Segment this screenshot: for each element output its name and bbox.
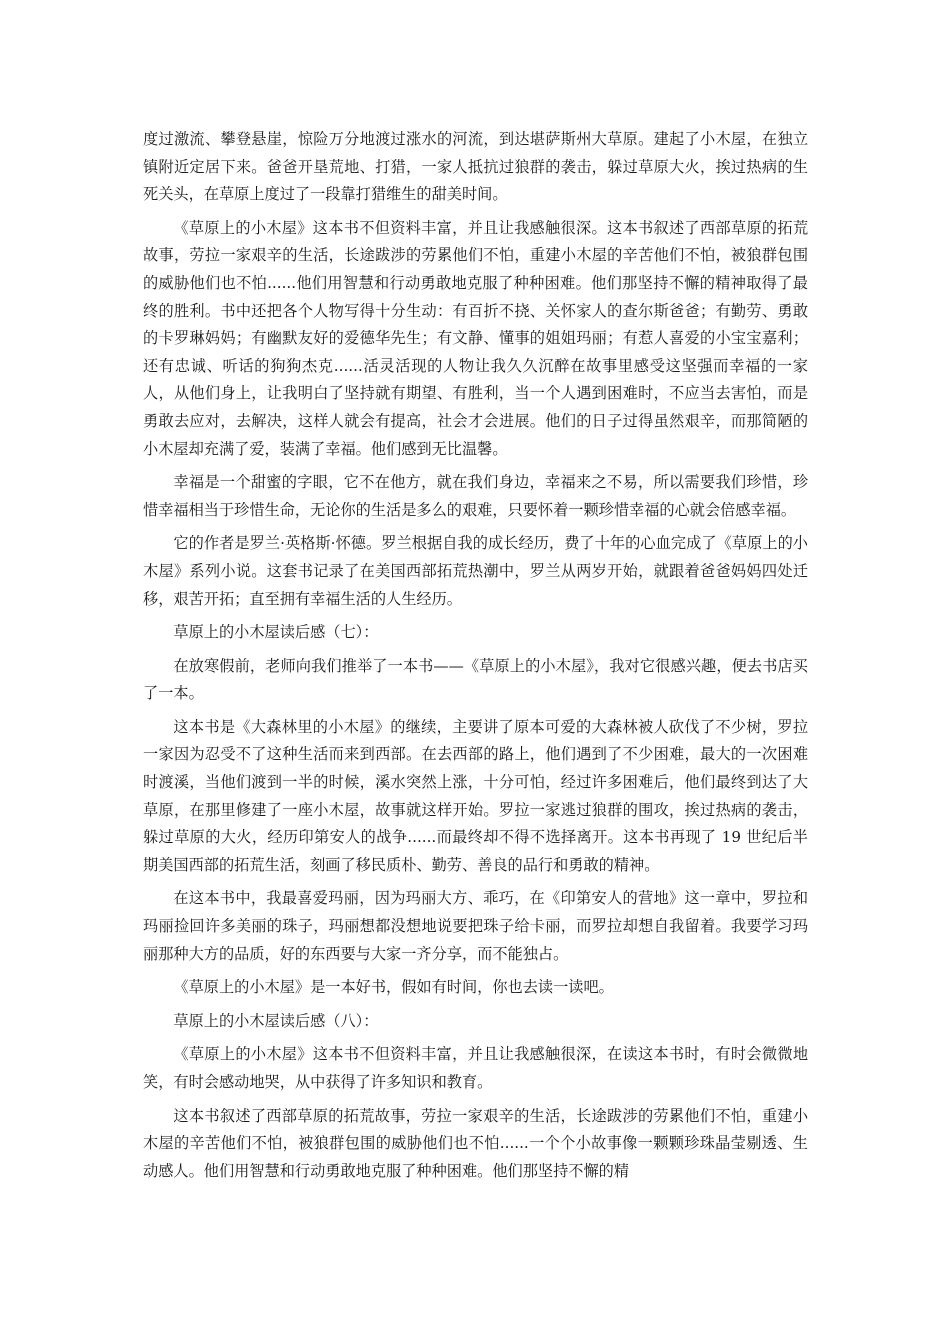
paragraph: 它的作者是罗兰·英格斯·怀德。罗兰根据自我的成长经历，费了十年的心血完成了《草原上的小木屋》系列小说。这套书记录了在美国西部拓荒热潮中，罗兰从两岁开始，就跟着爸爸妈妈四处迁移，艰苦开拓；直至拥有幸福生活的人生经历。 — [143, 534, 808, 608]
paragraph: 《草原上的小木屋》是一本好书，假如有时间，你也去读一读吧。 — [173, 978, 614, 997]
paragraph-continued: 度过激流、攀登悬崖，惊险万分地渡过涨水的河流，到达堪萨斯州大草原。建起了小木屋，在独立镇附近定居下来。爸爸开垦荒地、打猎，一家人抵抗过狼群的袭击，躲过草原大火，挨过热病的生死关头，在草原上度过了一段靠打猎维生的甜美时间。 — [143, 130, 808, 204]
paragraph: 《草原上的小木屋》这本书不但资料丰富，并且让我感触很深，在读这本书时，有时会微微地笑，有时会感动地哭，从中获得了许多知识和教育。 — [143, 1045, 808, 1091]
document-page — [143, 126, 808, 1191]
paragraph: 这本书叙述了西部草原的拓荒故事，劳拉一家艰辛的生活，长途跋涉的劳累他们不怕，重建小木屋的辛苦他们不怕，被狼群包围的威胁他们也不怕......一个个小故事像一颗颗珍珠晶莹剔透、生动感人。他们用智慧和行动勇敢地克服了种种困难。他们那坚持不懈的精 — [143, 1106, 808, 1180]
paragraph: 这本书是《大森林里的小木屋》的继续，主要讲了原本可爱的大森林被人砍伐了不少树，罗拉一家因为忍受不了这种生活而来到西部。在去西部的路上，他们遇到了不少困难，最大的一次困难时渡溪，当他们渡到一半的时候，溪水突然上涨，十分可怕，经过许多困难后，他们最终到达了大草原，在那里修建了一座小木屋，故事就这样开始。罗拉一家逃过狼群的围攻，挨过热病的袭击，躲过草原的大火，经历印第安人的战争......而最终却不得不选择离开。这本书再现了 19 世纪后半期美国西部的拓荒生活，刻画了移民质朴、勤劳、善良的品行和勇敢的精神。 — [143, 717, 808, 874]
paragraph: 在这本书中，我最喜爱玛丽，因为玛丽大方、乖巧，在《印第安人的营地》这一章中，罗拉和玛丽捡回许多美丽的珠子，玛丽想都没想地说要把珠子给卡丽，而罗拉却想自我留着。我要学习玛丽那种大方的品质，好的东西要与大家一齐分享，而不能独占。 — [143, 889, 808, 963]
section-heading: 草原上的小木屋读后感（七）： — [173, 623, 379, 642]
paragraph: 《草原上的小木屋》这本书不但资料丰富，并且让我感触很深。这本书叙述了西部草原的拓荒故事，劳拉一家艰辛的生活，长途跋涉的劳累他们不怕，重建小木屋的辛苦他们不怕，被狼群包围的威胁他们也不怕......他们用智慧和行动勇敢地克服了种种困难。他们那坚持不懈的精神取得了最终的胜利。书中还把各个人物写得十分生动：有百折不挠、关怀家人的查尔斯爸爸；有勤劳、勇敢的卡罗琳妈妈；有幽默友好的爱德华先生；有文静、懂事的姐姐玛丽；有惹人喜爱的小宝宝嘉利；还有忠诚、听话的狗狗杰克......活灵活现的人物让我久久沉醉在故事里感受这坚强而幸福的一家人，从他们身上，让我明白了坚持就有期望、有胜利，当一个人遇到困难时，不应当去害怕，而是勇敢去应对，去解决，这样人就会有提高，社会才会进展。他们的日子过得虽然艰辛，而那简陋的小木屋却充满了爱，装满了幸福。他们感到无比温馨。 — [143, 218, 808, 458]
section-heading: 草原上的小木屋读后感（八）： — [173, 1011, 379, 1030]
paragraph: 幸福是一个甜蜜的字眼，它不在他方，就在我们身边，幸福来之不易，所以需要我们珍惜，珍惜幸福相当于珍惜生命，无论你的生活是多么的艰难，只要怀着一颗珍惜幸福的心就会倍感幸福。 — [143, 473, 808, 519]
paragraph: 在放寒假前，老师向我们推举了一本书——《草原上的小木屋》，我对它很感兴趣，便去书店买了一本。 — [143, 656, 808, 703]
